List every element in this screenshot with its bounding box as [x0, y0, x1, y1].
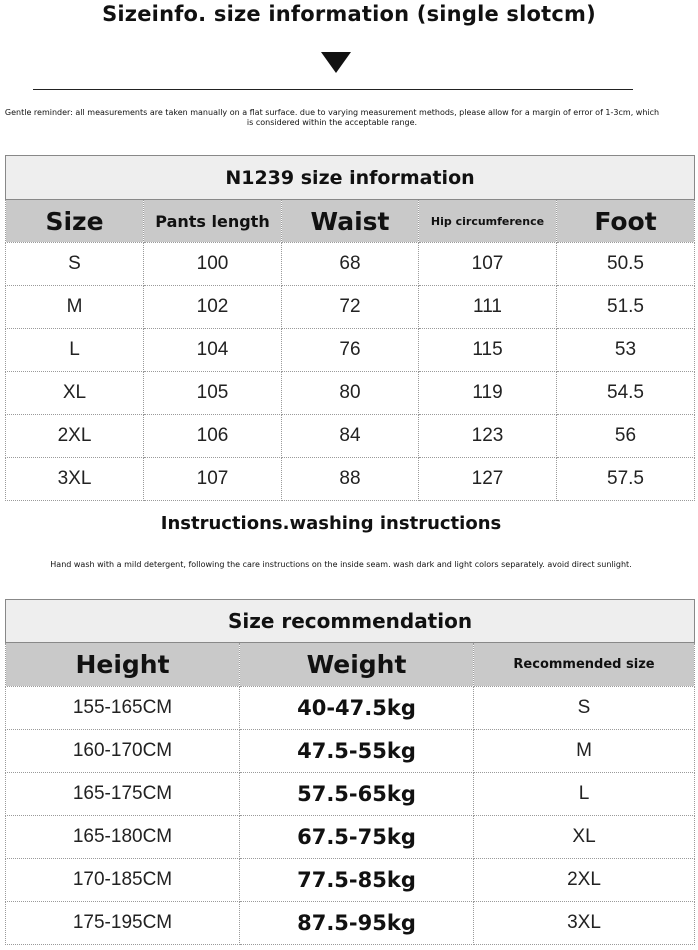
divider: [33, 89, 633, 90]
cell-pants-length: 104: [144, 329, 282, 372]
cell-recommended-size: XL: [474, 816, 695, 859]
cell-waist: 88: [282, 458, 419, 501]
cell-foot: 50.5: [557, 243, 695, 286]
cell-weight: 40-47.5kg: [240, 687, 474, 730]
table-row: [6, 329, 695, 372]
cell-waist: 80: [282, 372, 419, 415]
size-table-title: N1239 size information: [6, 156, 695, 200]
cell-hip: 119: [419, 372, 557, 415]
table-row: [6, 902, 695, 945]
cell-size: S: [6, 243, 144, 286]
cell-size: 3XL: [6, 458, 144, 501]
cell-weight: 57.5-65kg: [240, 773, 474, 816]
cell-weight: 87.5-95kg: [240, 902, 474, 945]
cell-pants-length: 106: [144, 415, 282, 458]
cell-recommended-size: M: [474, 730, 695, 773]
column-header-hip: Hip circumference: [419, 200, 557, 243]
cell-height: 155-165CM: [6, 687, 240, 730]
table-row: [6, 859, 695, 902]
recommendation-table-title: Size recommendation: [6, 600, 695, 643]
cell-foot: 53: [557, 329, 695, 372]
table-row: [6, 773, 695, 816]
cell-recommended-size: L: [474, 773, 695, 816]
cell-hip: 115: [419, 329, 557, 372]
table-row: [6, 243, 695, 286]
cell-waist: 72: [282, 286, 419, 329]
cell-size: M: [6, 286, 144, 329]
page-title: Sizeinfo. size information (single slotcm): [102, 2, 596, 26]
cell-size: L: [6, 329, 144, 372]
column-header-recommended-size: Recommended size: [474, 643, 695, 687]
cell-hip: 123: [419, 415, 557, 458]
measurement-reminder: Gentle reminder: all measurements are taken manually on a flat surface. due to varying measurement methods, please allow for a margin of error of 1-3cm, which is considered within the acceptable range.: [4, 108, 660, 127]
cell-size: 2XL: [6, 415, 144, 458]
cell-weight: 77.5-85kg: [240, 859, 474, 902]
cell-hip: 127: [419, 458, 557, 501]
column-header-foot: Foot: [557, 200, 695, 243]
table-row: [6, 415, 695, 458]
cell-weight: 47.5-55kg: [240, 730, 474, 773]
cell-waist: 84: [282, 415, 419, 458]
cell-height: 165-175CM: [6, 773, 240, 816]
table-row: [6, 730, 695, 773]
cell-size: XL: [6, 372, 144, 415]
size-table: [5, 155, 695, 501]
washing-text: Hand wash with a mild detergent, following the care instructions on the inside seam. wash dark and light colors separately. avoid direct sunlight.: [50, 560, 632, 569]
cell-height: 165-180CM: [6, 816, 240, 859]
cell-height: 175-195CM: [6, 902, 240, 945]
cell-height: 170-185CM: [6, 859, 240, 902]
cell-foot: 51.5: [557, 286, 695, 329]
table-row: [6, 687, 695, 730]
washing-heading: Instructions.washing instructions: [160, 513, 502, 534]
cell-recommended-size: S: [474, 687, 695, 730]
cell-waist: 68: [282, 243, 419, 286]
cell-recommended-size: 3XL: [474, 902, 695, 945]
cell-foot: 57.5: [557, 458, 695, 501]
table-row: [6, 286, 695, 329]
table-row: [6, 372, 695, 415]
down-triangle-icon: [321, 52, 351, 73]
cell-pants-length: 102: [144, 286, 282, 329]
cell-pants-length: 105: [144, 372, 282, 415]
table-row: [6, 816, 695, 859]
cell-height: 160-170CM: [6, 730, 240, 773]
cell-hip: 107: [419, 243, 557, 286]
column-header-height: Height: [6, 643, 240, 687]
cell-foot: 56: [557, 415, 695, 458]
cell-waist: 76: [282, 329, 419, 372]
cell-pants-length: 107: [144, 458, 282, 501]
size-table-header: [6, 200, 695, 243]
recommendation-table-header: [6, 643, 695, 687]
cell-weight: 67.5-75kg: [240, 816, 474, 859]
cell-pants-length: 100: [144, 243, 282, 286]
column-header-weight: Weight: [240, 643, 474, 687]
cell-recommended-size: 2XL: [474, 859, 695, 902]
table-row: [6, 458, 695, 501]
size-recommendation-table: [5, 599, 695, 945]
cell-hip: 111: [419, 286, 557, 329]
column-header-size: Size: [6, 200, 144, 243]
cell-foot: 54.5: [557, 372, 695, 415]
column-header-pants-length: Pants length: [144, 200, 282, 243]
column-header-waist: Waist: [282, 200, 419, 243]
